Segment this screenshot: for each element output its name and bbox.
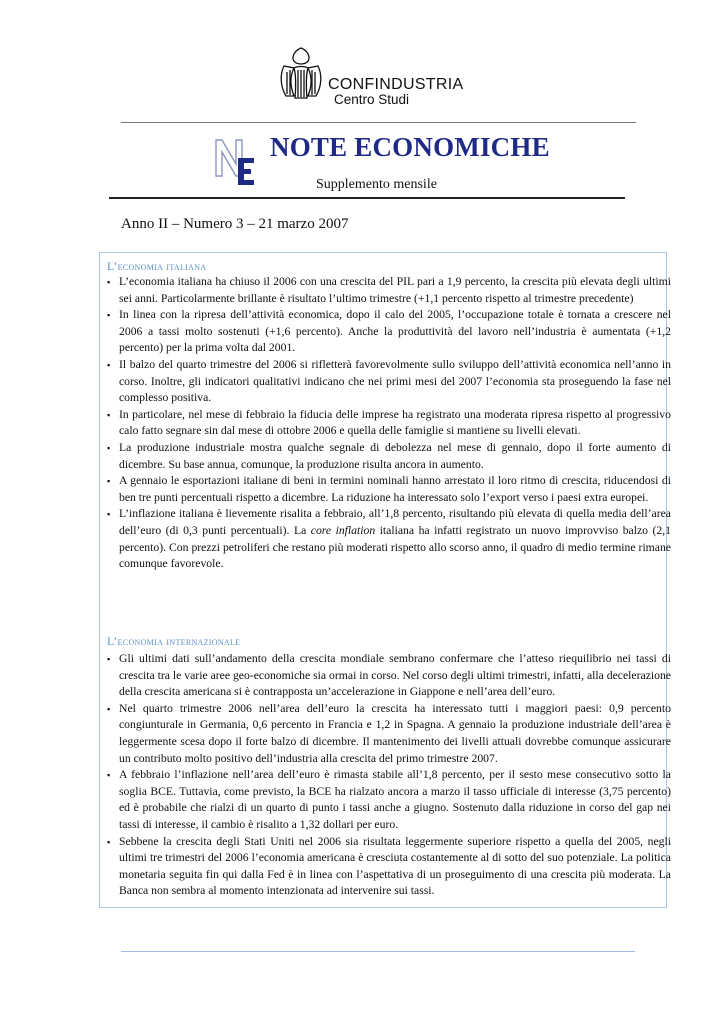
bullet-square-icon: ▪: [107, 310, 111, 321]
org-name: CONFINDUSTRIA: [328, 76, 464, 93]
bullet-square-icon: ▪: [107, 770, 111, 781]
bullet-square-icon: ▪: [107, 836, 111, 847]
list-item: ▪ A gennaio le esportazioni italiane di beni in termini nominali hanno arrestato il loro ritmo di crescita, riducendosi di ben tre punti percentuali rispetto a dicembre. La riduzione ha interessato solo l’export verso i paesi extra europei.: [107, 474, 671, 504]
org-subtitle: Centro Studi: [334, 92, 410, 107]
bullet-square-icon: ▪: [107, 703, 111, 714]
header-divider: [121, 122, 636, 123]
list-item: ▪ In linea con la ripresa dell’attività economica, dopo il calo del 2005, l’occupazione totale è tornata a crescere nel 2006 a tassi molto sostenuti (+1,6 percento). Anche la produttività del lavoro nell’industria è aumentata (+1,2 percento) per la prima volta dal 2001.: [107, 308, 671, 355]
footer-divider: [121, 951, 635, 952]
issue-line: Anno II – Numero 3 – 21 marzo 2007: [121, 216, 349, 232]
italian-economy-list: [107, 274, 671, 573]
bullet-square-icon: ▪: [107, 442, 111, 453]
list-item: ▪ Il balzo del quarto trimestre del 2006 si rifletterà favorevolmente sullo sviluppo dell’attività economica nell’anno in corso. Inoltre, gli indicatori qualitativi indicano che nei primi mesi del 2007 l’economia sta proseguendo la fase nel complesso positiva.: [107, 357, 671, 405]
international-economy-list: [107, 651, 671, 900]
bullet-square-icon: ▪: [107, 654, 111, 664]
list-item: ▪ A febbraio l’inflazione nell’area dell’euro è rimasta stabile all’1,8 percento, per il sesto mese consecutivo sotto la soglia BCE. Tuttavia, come previsto, la BCE ha rialzato ancora a marzo il tasso ufficiale di interesse (3,75 percento) ed è probabile che rialzi di un quarto di punto i tassi anche a giugno. Sostenuto dalla riduzione in corso del gap nei tassi di interesse, il cambio è risalito a 1,32 dollari per euro.: [107, 768, 671, 831]
section-heading-international-economy: L’economia internazionale: [107, 634, 241, 648]
section-heading-italian-economy: L’economia italiana: [107, 259, 207, 273]
publication-subtitle: Supplemento mensile: [316, 177, 437, 192]
bullet-square-icon: ▪: [107, 409, 111, 420]
confindustria-eagle-logo: [276, 44, 326, 102]
publication-title: NOTE ECONOMICHE: [270, 132, 550, 162]
bullet-square-icon: ▪: [107, 476, 111, 487]
title-divider: [109, 197, 625, 199]
list-item: ▪ Gli ultimi dati sull’andamento della crescita mondiale sembrano confermare che l’atteso riequilibrio nei tassi di crescita tra le varie aree geo-economiche sia ormai in corso. Nel corso degli ultimi trimestri, infatti, alla decelerazione della crescita americana si è contrapposta un’accelerazione in Giappone e nell’area dell’euro.: [107, 652, 671, 699]
list-item: ▪ In particolare, nel mese di febbraio la fiducia delle imprese ha registrato una moderata ripresa rispetto al progressivo calo fatto segnare sin dal mese di ottobre 2006 e quella delle famiglie si mantiene su livelli elevati.: [107, 407, 671, 438]
bullet-square-icon: ▪: [107, 509, 111, 520]
core-inflation-term: core inflation: [310, 523, 376, 537]
bullet-square-icon: ▪: [107, 359, 111, 370]
bullet-square-icon: ▪: [107, 277, 111, 287]
ne-monogram-logo: [214, 136, 260, 186]
list-item: ▪ Sebbene la crescita degli Stati Uniti nel 2006 sia risultata leggermente superiore rispetto a quella del 2005, negli ultimi tre trimestri del 2006 l’economia americana è cresciuta costantemente al di sotto del suo potenziale. La politica monetaria seguita fin qui dalla Fed è in linea con l’aspettativa di un proseguimento di una crescita più moderata. La Banca non sembra al momento intenzionata ad intervenire sui tassi.: [107, 834, 671, 898]
list-item: ▪ Nel quarto trimestre 2006 nell’area dell’euro la crescita ha interessato tutti i maggiori paesi: 0,9 percento congiunturale in Germania, 0,6 percento in Francia e 1,2 in Spagna. A gennaio la produzione industriale dell’area è leggermente scesa dopo il forte balzo di dicembre. Il mantenimento dei livelli attuali dovrebbe comunque assicurare un contributo molto positivo dell’industria alla crescita del primo trimestre 2007.: [107, 701, 671, 765]
list-item: ▪ L’economia italiana ha chiuso il 2006 con una crescita del PIL pari a 1,9 percento, la crescita più elevata degli ultimi sei anni. Particolarmente brillante è risultato l’ultimo trimestre (+1,1 percento rispetto al trimestre precedente): [107, 275, 671, 305]
list-item: ▪ L’inflazione italiana è lievemente risalita a febbraio, all’1,8 percento, risultando più elevata di quella media dell’area dell’euro (di 0,3 punti percentuali). La core inflation italiana ha infatti registrato un nuovo improvviso balzo (2,1 percento). Con prezzi petroliferi che restano più moderati rispetto allo scorso anno, il quadro di medio termine rimane comunque favorevole.: [107, 507, 671, 571]
list-item: ▪ La produzione industriale mostra qualche segnale di debolezza nel mese di gennaio, dopo il forte aumento di dicembre. Su base annua, comunque, la produzione risulta ancora in aumento.: [107, 440, 671, 471]
